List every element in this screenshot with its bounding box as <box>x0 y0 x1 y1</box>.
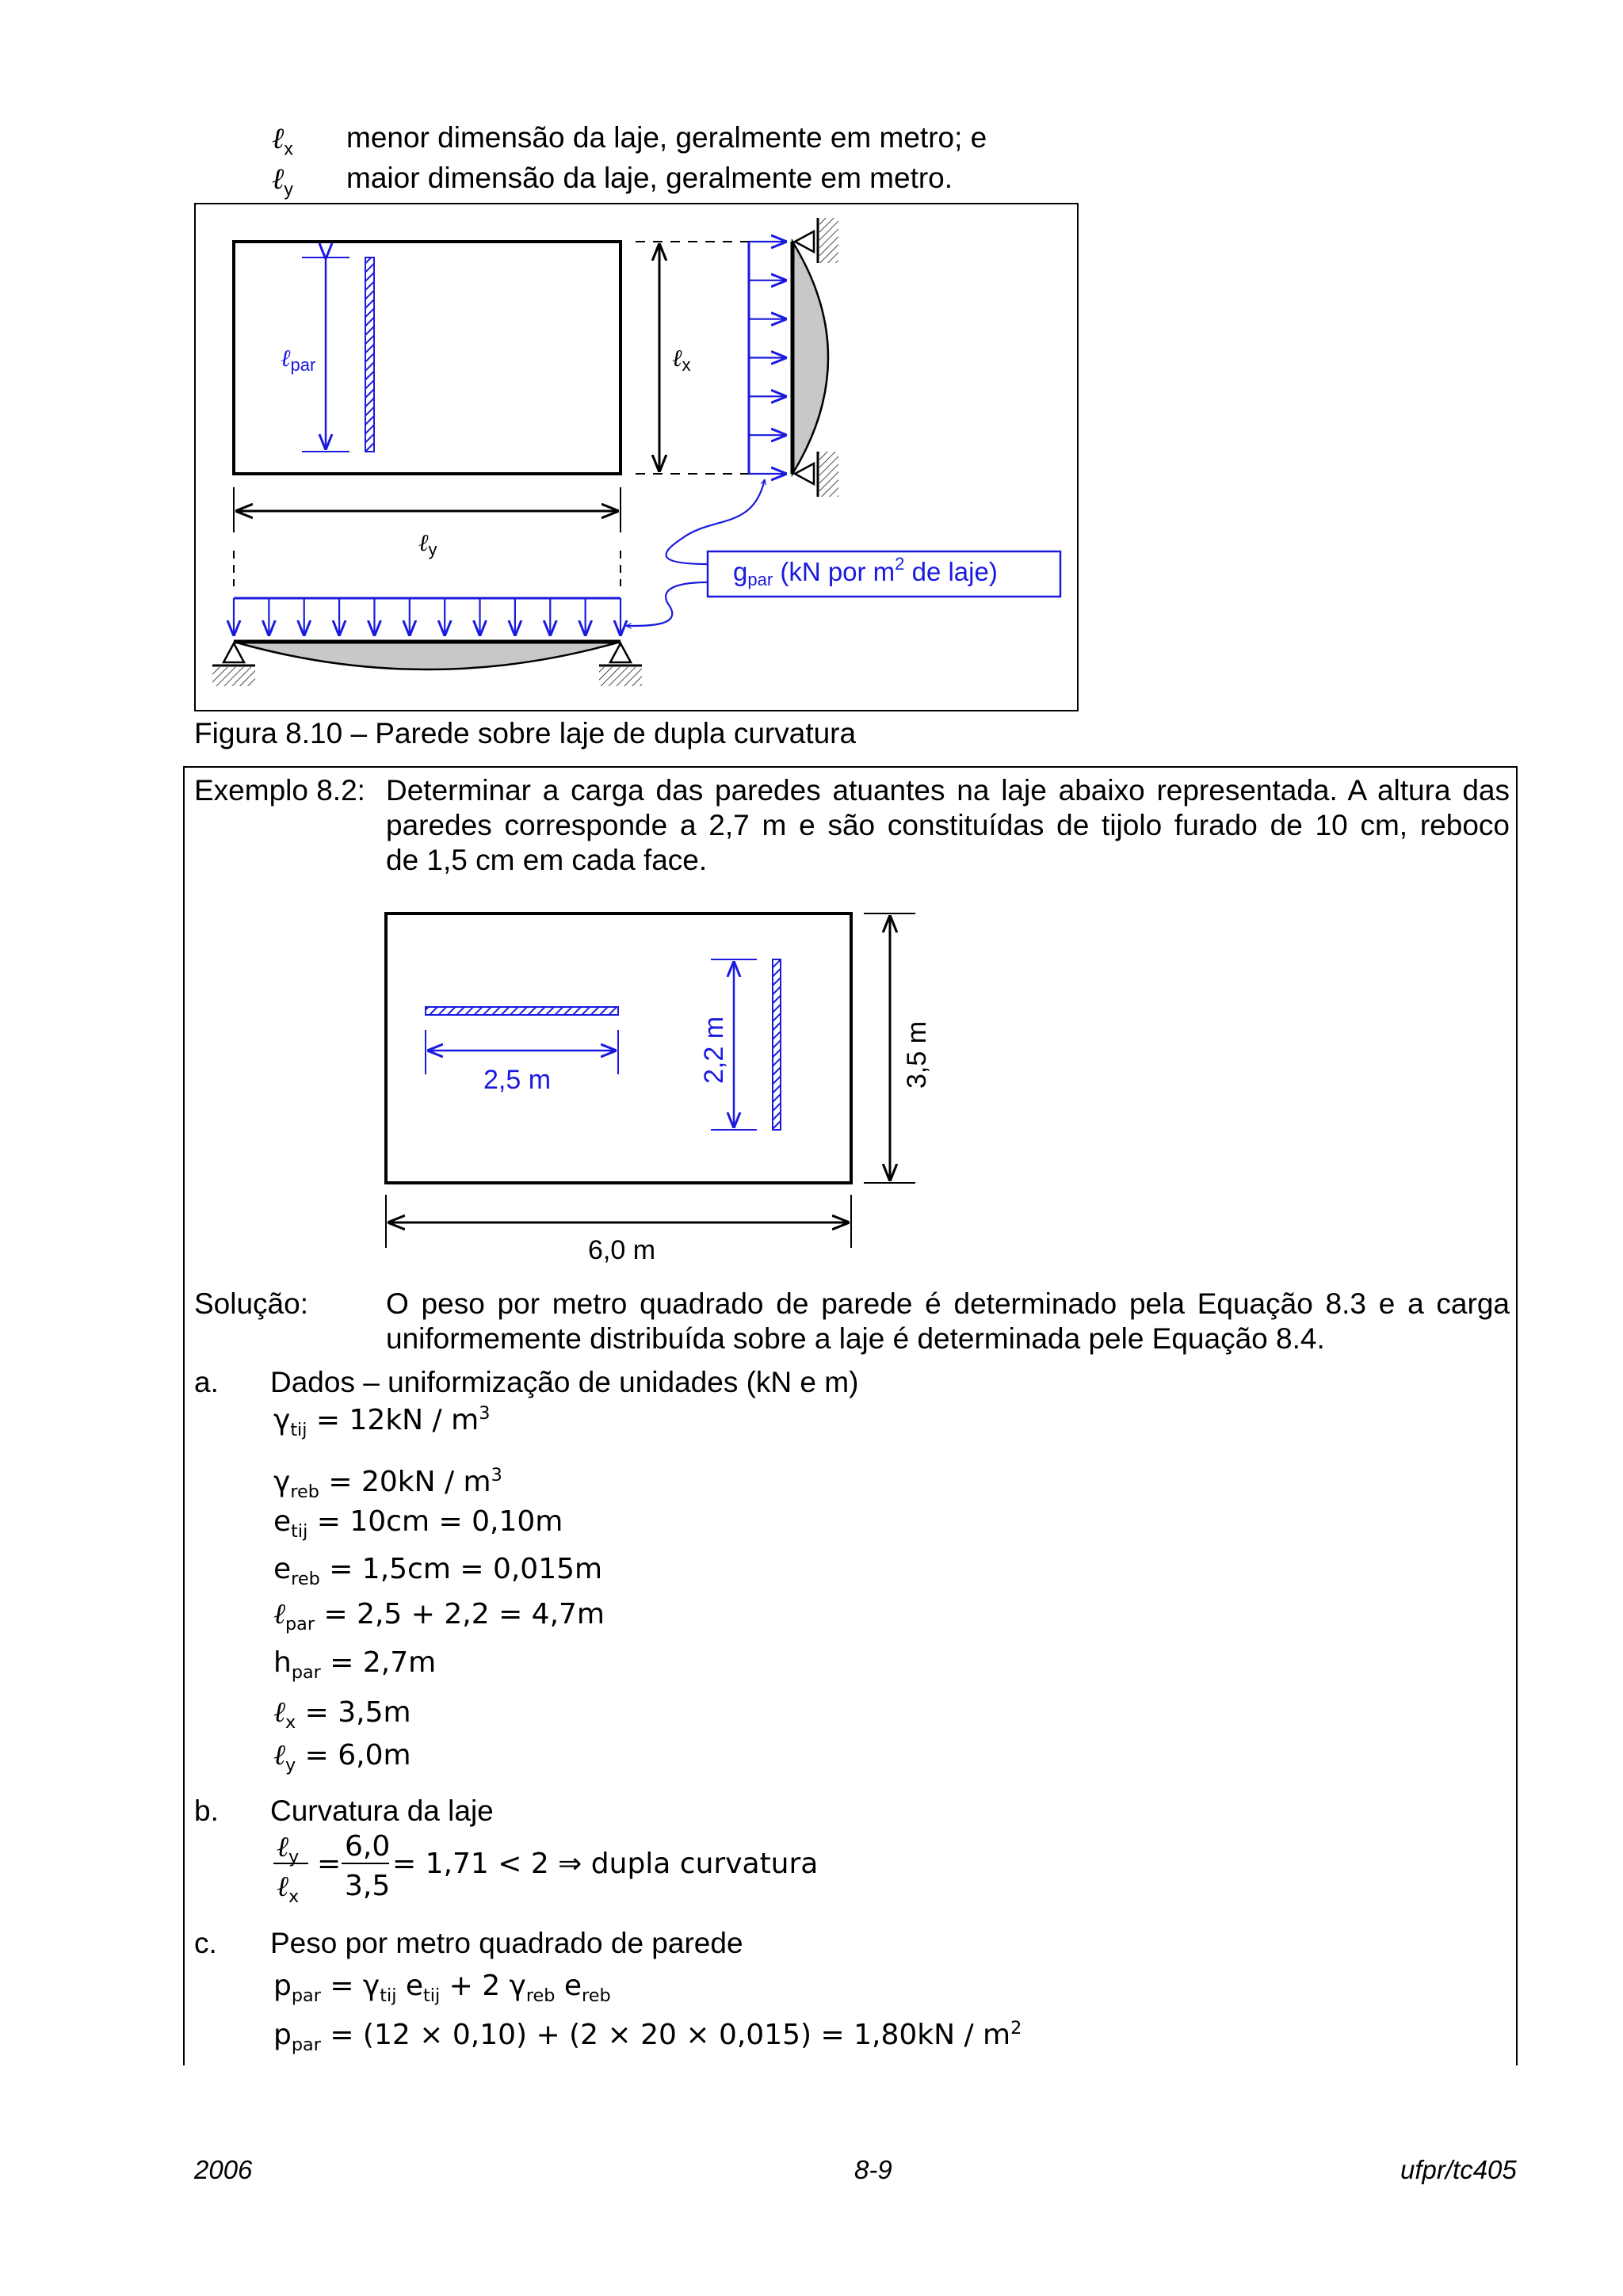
wall-horizontal <box>426 1007 618 1015</box>
eq-h-par: $h_{par} = 2,7m$ <box>273 1646 437 1684</box>
eq-ppar-value: $p_{par} = (12 \times 0,10) + (2 \times 20 \times 0,015) = 1,80kN / m^2$ <box>273 2018 1022 2056</box>
step-c-letter: c. <box>194 1927 217 1959</box>
example-statement-1: Determinar a carga das paredes atuantes na laje abaixo representada. A altura das <box>386 774 1510 807</box>
figure-8-10 <box>0 0 1623 729</box>
example-diagram <box>0 903 1623 1276</box>
definition-ly: ℓ$_y$ <box>272 162 293 200</box>
example-statement-3: de 1,5 cm em cada face. <box>386 844 708 876</box>
step-a-letter: a. <box>194 1366 219 1398</box>
curv-den-l: ℓ$_x$ <box>277 1871 300 1908</box>
definition-lx-text: menor dimensão da laje, geralmente em metro; e <box>346 121 987 154</box>
footer-course: ufpr/tc405 <box>1400 2155 1517 2184</box>
curv-num-l: ℓ$_y$ <box>277 1831 300 1868</box>
wall-v-label: 2,2 m <box>699 1016 729 1084</box>
eq-l-par: ℓ$_{par}$ = 2,5 + 2,2 = 4,7m <box>273 1598 605 1635</box>
eq-gamma-reb: $\gamma_{reb} = 20kN / m^3$ <box>273 1465 502 1503</box>
eq-e-tij: $e_{tij} = 10cm = 0,10m$ <box>273 1505 563 1543</box>
frac-bar-1 <box>273 1863 308 1864</box>
slab-h-label: 3,5 m <box>902 1020 932 1089</box>
eq-l-x: ℓ$_x$ = 3,5m <box>273 1696 411 1733</box>
curv-den-val: 3,5 <box>345 1870 391 1902</box>
wall-h-label: 2,5 m <box>483 1065 552 1095</box>
solution-line-1: O peso por metro quadrado de parede é determinado pela Equação 8.3 e a carga <box>386 1287 1510 1320</box>
lpar-label: ℓ$_{par}$ <box>281 345 316 375</box>
step-b-title: Curvatura da laje <box>270 1794 494 1827</box>
ly-label: ℓ$_y$ <box>418 529 437 559</box>
example-label: Exemplo 8.2: <box>194 774 365 807</box>
step-b-letter: b. <box>194 1794 219 1827</box>
solution-label: Solução: <box>194 1287 308 1320</box>
example-statement-2: paredes corresponde a 2,7 m e são constituídas de tijolo furado de 10 cm, reboco <box>386 809 1510 841</box>
footer-page: 8-9 <box>854 2155 892 2184</box>
solution-line-2: uniformemente distribuída sobre a laje é determinada pele Equação 8.4. <box>386 1322 1325 1355</box>
figure-caption: Figura 8.10 – Parede sobre laje de dupla curvatura <box>194 717 857 749</box>
definition-ly-text: maior dimensão da laje, geralmente em metro. <box>346 162 953 194</box>
step-c-title: Peso por metro quadrado de parede <box>270 1927 743 1959</box>
slab-w-label: 6,0 m <box>588 1235 656 1265</box>
curv-eq1: = <box>317 1848 342 1880</box>
lx-label: ℓ$_x$ <box>672 345 691 375</box>
distributed-load-side <box>749 242 787 474</box>
step-a-title: Dados – uniformização de unidades (kN e m) <box>270 1366 859 1398</box>
wall-plan <box>365 257 374 452</box>
footer-year: 2006 <box>194 2155 253 2184</box>
gpar-label: gpar (kN por $m^2$ de laje) <box>733 554 998 589</box>
frac-bar-2 <box>342 1863 389 1864</box>
definition-lx: ℓ$_x$ <box>272 121 293 159</box>
eq-l-y: ℓ$_y$ = 6,0m <box>273 1739 411 1776</box>
eq-ppar-formula: $p_{par} = \gamma_{tij}$ $e_{tij} + 2$ $\gamma_{reb}$ $e_{reb}$ <box>273 1970 611 2007</box>
eq-e-reb: $e_{reb} = 1,5cm = 0,015m$ <box>273 1553 603 1590</box>
curv-rest: = 1,71 < 2 ⇒ dupla curvatura <box>392 1848 819 1880</box>
curv-num-val: 6,0 <box>345 1830 391 1863</box>
eq-gamma-tij: $\gamma_{tij} = 12kN / m^3$ <box>273 1403 491 1441</box>
distributed-load-bottom <box>234 598 621 636</box>
wall-vertical <box>773 959 781 1130</box>
